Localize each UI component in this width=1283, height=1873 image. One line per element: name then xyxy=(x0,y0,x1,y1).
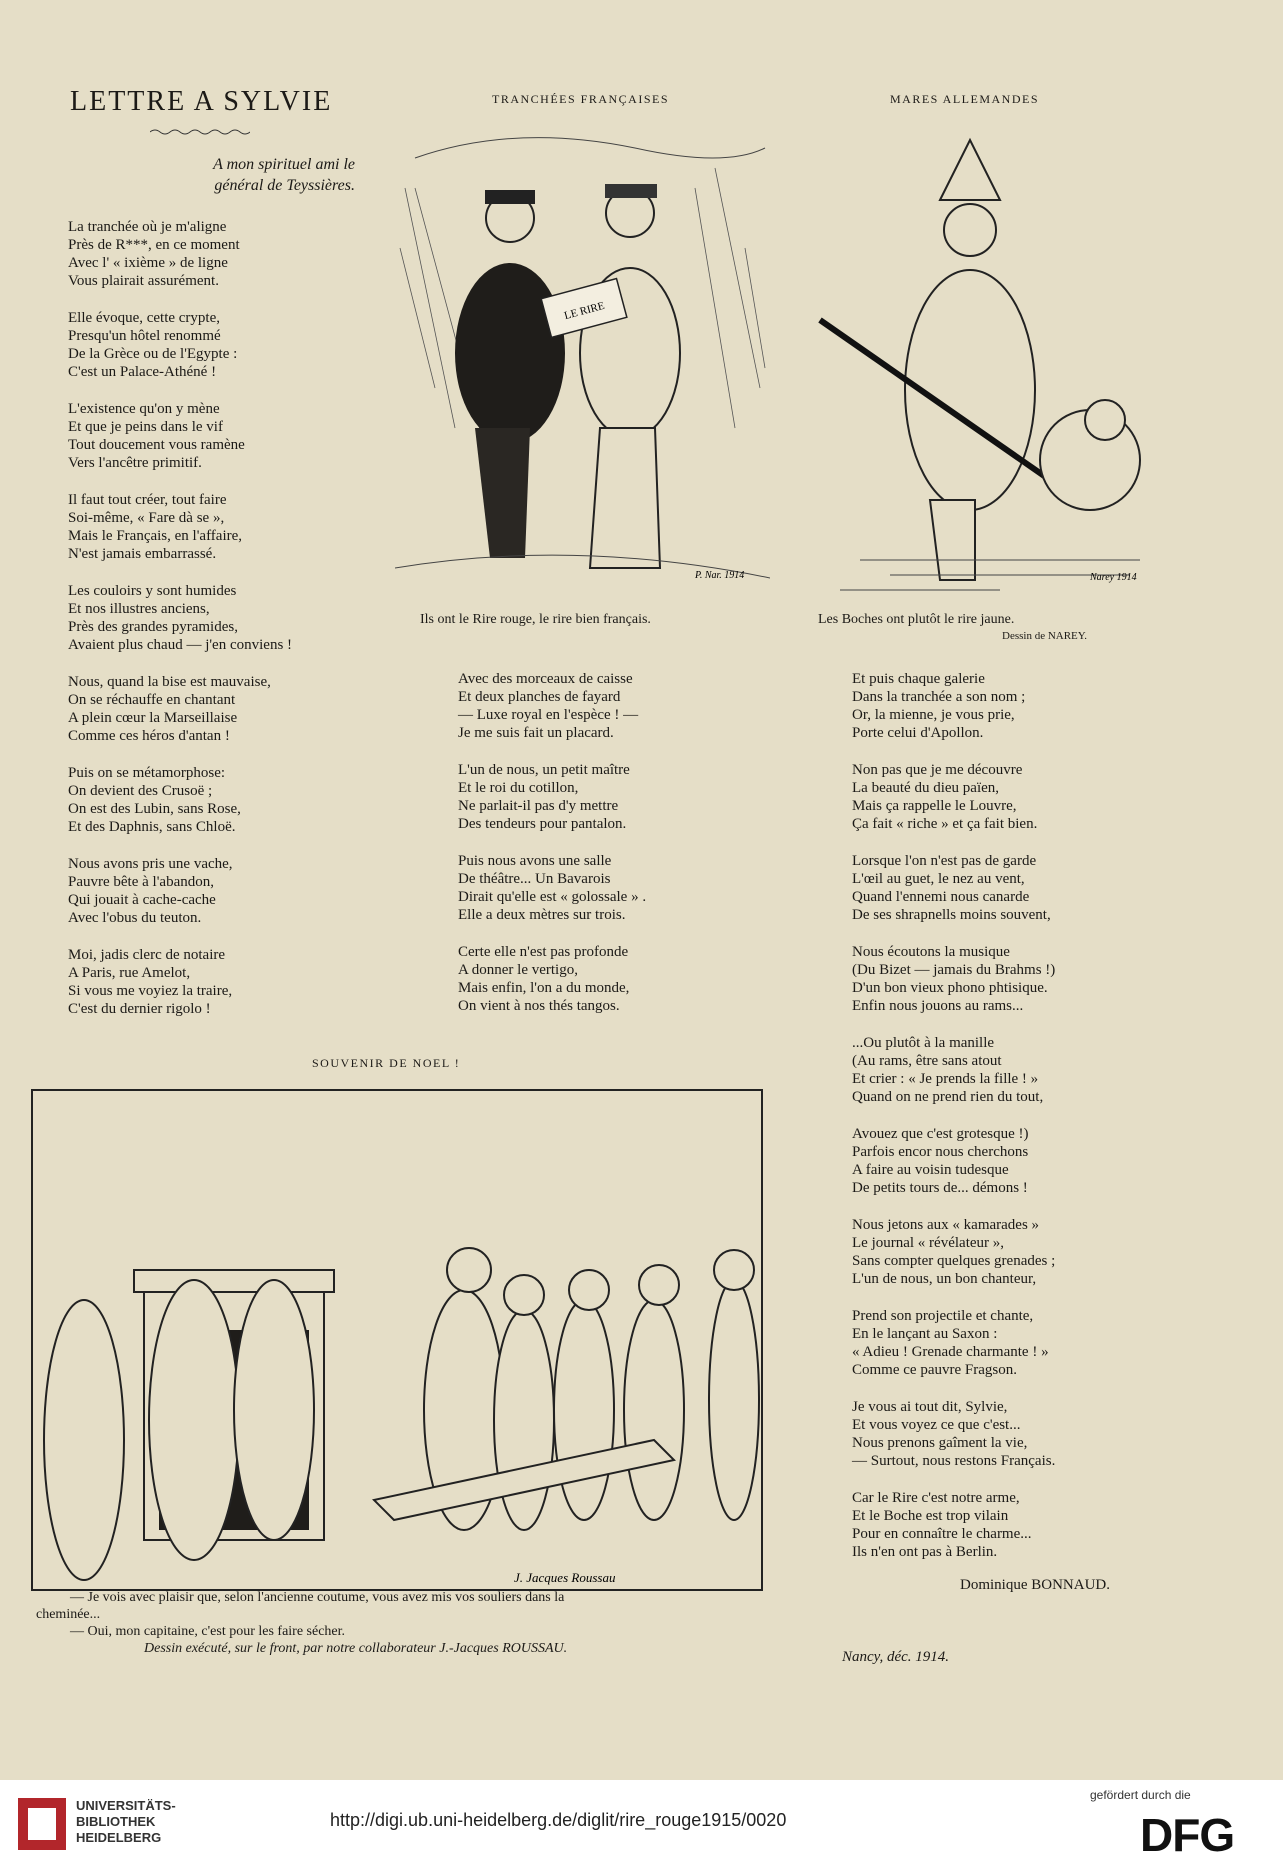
poem-line: (Du Bizet — jamais du Brahms !) xyxy=(852,962,1056,978)
footer-bar xyxy=(0,1780,1283,1873)
library-name xyxy=(76,1798,176,1846)
poem-line: Avec l'obus du teuton. xyxy=(68,910,202,926)
poem-line: « Adieu ! Grenade charmante ! » xyxy=(852,1344,1049,1360)
poem-line: Et des Daphnis, sans Chloë. xyxy=(68,819,236,835)
poem-line: Près de R***, en ce moment xyxy=(68,237,240,253)
poem-stanza xyxy=(68,946,292,1018)
poem-stanza xyxy=(852,852,1055,924)
heading-trenches: TRANCHÉES FRANÇAISES xyxy=(492,92,670,106)
poem-line: L'œil au guet, le nez au vent, xyxy=(852,871,1025,887)
poem-stanza xyxy=(68,491,292,563)
poem-line: Avec des morceaux de caisse xyxy=(458,671,633,687)
poem-line: On vient à nos thés tangos. xyxy=(458,998,620,1014)
poem-line: Ne parlait-il pas d'y mettre xyxy=(458,798,619,814)
source-url-link[interactable]: http://digi.ub.uni-heidelberg.de/diglit/rire_rouge1915/0020 xyxy=(330,1810,787,1830)
poem-line: Et nos illustres anciens, xyxy=(68,601,210,617)
poem-line: ...Ou plutôt à la manille xyxy=(852,1035,995,1051)
poem-line: Comme ce pauvre Fragson. xyxy=(852,1362,1017,1378)
poem-line: Dirait qu'elle est « golossale » . xyxy=(458,889,647,905)
library-line: BIBLIOTHEK xyxy=(76,1814,156,1829)
poem-line: Moi, jadis clerc de notaire xyxy=(68,947,226,963)
trenches-signature: P. Nar. 1914 xyxy=(695,570,745,581)
poem-line: Sans compter quelques grenades ; xyxy=(852,1253,1056,1269)
poem-line: — Luxe royal en l'espèce ! — xyxy=(458,707,639,723)
heading-noel: SOUVENIR DE NOEL ! xyxy=(312,1056,461,1070)
poem-line: C'est du dernier rigolo ! xyxy=(68,1001,211,1017)
poem-line: Les couloirs y sont humides xyxy=(68,583,237,599)
signature: Dominique BONNAUD. xyxy=(960,1577,1110,1593)
poem-line: Vers l'ancêtre primitif. xyxy=(68,455,202,471)
illustration-mares xyxy=(800,120,1155,600)
poem-line: Et que je peins dans le vif xyxy=(68,419,223,435)
university-seal-icon xyxy=(14,1794,70,1854)
poem-line: Nous prenons gaîment la vie, xyxy=(852,1435,1028,1451)
poem-line: L'existence qu'on y mène xyxy=(68,401,220,417)
poem-line: Nous avons pris une vache, xyxy=(68,856,233,872)
poem-line: Vous plairait assurément. xyxy=(68,273,219,289)
newspaper-text: LE RIRE xyxy=(562,299,606,323)
poem-line: Tout doucement vous ramène xyxy=(68,437,245,453)
poem-line: Dans la tranchée a son nom ; xyxy=(852,689,1026,705)
poem-line: Quand l'ennemi nous canarde xyxy=(852,889,1030,905)
poem-line: Lorsque l'on n'est pas de garde xyxy=(852,853,1037,869)
poem-line: Et puis chaque galerie xyxy=(852,671,985,687)
poem-line: A plein cœur la Marseillaise xyxy=(68,710,238,726)
heading-mares: MARES ALLEMANDES xyxy=(890,92,1040,106)
poem-line: D'un bon vieux phono phtisique. xyxy=(852,980,1048,996)
poem-stanza xyxy=(852,1307,1055,1379)
poem-stanza xyxy=(852,943,1055,1015)
poem-line: Et crier : « Je prends la fille ! » xyxy=(852,1071,1039,1087)
poem-line: Porte celui d'Apollon. xyxy=(852,725,984,741)
poem-line: De ses shrapnells moins souvent, xyxy=(852,907,1051,923)
poem-line: Certe elle n'est pas profonde xyxy=(458,944,629,960)
poem-stanza xyxy=(68,400,292,472)
poem-column-right xyxy=(852,670,1055,1580)
poem-stanza xyxy=(852,761,1055,833)
poem-line: Si vous me voyiez la traire, xyxy=(68,983,233,999)
caption-mares-credit: Dessin de NAREY. xyxy=(1002,630,1088,642)
poem-line: Avec l' « ixième » de ligne xyxy=(68,255,228,271)
illustration-noel xyxy=(14,1080,774,1602)
poem-line: Pour en connaître le charme... xyxy=(852,1526,1032,1542)
poem-line: Elle a deux mètres sur trois. xyxy=(458,907,626,923)
poem-line: Avaient plus chaud — j'en conviens ! xyxy=(68,637,293,653)
poem-line: On est des Lubin, sans Rose, xyxy=(68,801,241,817)
poem-line: Parfois encor nous cherchons xyxy=(852,1144,1029,1160)
poem-line: Nous écoutons la musique xyxy=(852,944,1010,960)
poem-line: Et vous voyez ce que c'est... xyxy=(852,1417,1021,1433)
poem-stanza xyxy=(68,309,292,381)
poem-stanza xyxy=(852,1398,1055,1470)
poem-line: Non pas que je me découvre xyxy=(852,762,1023,778)
poem-line: (Au rams, être sans atout xyxy=(852,1053,1002,1069)
poem-stanza xyxy=(852,670,1055,742)
poem-stanza xyxy=(852,1034,1055,1106)
poem-stanza xyxy=(68,855,292,927)
poem-line: De petits tours de... démons ! xyxy=(852,1180,1028,1196)
poem-line: Presqu'un hôtel renommé xyxy=(68,328,221,344)
poem-line: En le lançant au Saxon : xyxy=(852,1326,998,1342)
poem-line: Et le Boche est trop vilain xyxy=(852,1508,1009,1524)
poem-line: Soi-même, « Fare dà se », xyxy=(68,510,225,526)
poem-line: Mais enfin, l'on a du monde, xyxy=(458,980,630,996)
poem-line: Le journal « révélateur », xyxy=(852,1235,1005,1251)
caption-noel xyxy=(36,1589,775,1657)
poem-line: Des tendeurs pour pantalon. xyxy=(458,816,627,832)
poem-stanza xyxy=(852,1125,1055,1197)
poem-line: Je me suis fait un placard. xyxy=(458,725,614,741)
poem-line: Ils n'en ont pas à Berlin. xyxy=(852,1544,998,1560)
poem-line: Nous jetons aux « kamarades » xyxy=(852,1217,1040,1233)
poem-line: Nous, quand la bise est mauvaise, xyxy=(68,674,271,690)
poem-stanza xyxy=(458,943,646,1015)
library-line: HEIDELBERG xyxy=(76,1830,162,1845)
poem-line: Ça fait « riche » et ça fait bien. xyxy=(852,816,1038,832)
place-date: Nancy, déc. 1914. xyxy=(842,1649,950,1665)
poem-line: Il faut tout créer, tout faire xyxy=(68,492,227,508)
illustration-trenches xyxy=(395,128,770,606)
poem-stanza xyxy=(68,218,292,290)
poem-title: LETTRE A SYLVIE xyxy=(70,86,333,117)
poem-line: L'un de nous, un petit maître xyxy=(458,762,630,778)
poem-line: Près des grandes pyramides, xyxy=(68,619,238,635)
poem-line: A faire au voisin tudesque xyxy=(852,1162,1009,1178)
mares-signature: Narey 1914 xyxy=(1090,572,1137,583)
title-ornament xyxy=(150,128,250,136)
poem-column-middle xyxy=(458,670,646,1034)
poem-line: A Paris, rue Amelot, xyxy=(68,965,191,981)
poem-stanza xyxy=(852,1216,1055,1288)
library-line: UNIVERSITÄTS- xyxy=(76,1798,176,1813)
dedication-line: A mon spirituel ami le xyxy=(213,156,355,173)
poem-line: N'est jamais embarrassé. xyxy=(68,546,217,562)
poem-line: Mais le Français, en l'affaire, xyxy=(68,528,243,544)
caption-noel-line: — Je vois avec plaisir que, selon l'ancienne coutume, vous avez mis vos souliers dans la xyxy=(70,1590,565,1605)
poem-line: Pauvre bête à l'abandon, xyxy=(68,874,214,890)
dfg-logo: DFG xyxy=(1140,1809,1235,1861)
poem-line: A donner le vertigo, xyxy=(458,962,578,978)
dedication-line: général de Teyssières. xyxy=(214,177,355,194)
caption-trenches: Ils ont le Rire rouge, le rire bien français. xyxy=(420,612,651,627)
dedication xyxy=(130,154,355,196)
poem-line: Je vous ai tout dit, Sylvie, xyxy=(852,1399,1008,1415)
poem-line: De théâtre... Un Bavarois xyxy=(458,871,611,887)
poem-line: Enfin nous jouons au rams... xyxy=(852,998,1024,1014)
poem-line: Et le roi du cotillon, xyxy=(458,780,579,796)
poem-line: L'un de nous, un bon chanteur, xyxy=(852,1271,1037,1287)
poem-column-left xyxy=(68,218,292,1037)
poem-line: Quand on ne prend rien du tout, xyxy=(852,1089,1044,1105)
noel-signature: J. Jacques Roussau xyxy=(514,1570,616,1585)
poem-stanza xyxy=(458,670,646,742)
poem-line: On devient des Crusoë ; xyxy=(68,783,213,799)
poem-line: Mais ça rappelle le Louvre, xyxy=(852,798,1017,814)
poem-line: Puis on se métamorphose: xyxy=(68,765,226,781)
poem-line: La tranchée où je m'aligne xyxy=(68,219,227,235)
poem-line: Prend son projectile et chante, xyxy=(852,1308,1034,1324)
poem-stanza xyxy=(458,852,646,924)
poem-line: La beauté du dieu païen, xyxy=(852,780,1000,796)
caption-noel-credit: Dessin exécuté, sur le front, par notre collaborateur J.-Jacques ROUSSAU. xyxy=(144,1641,568,1656)
poem-stanza xyxy=(68,764,292,836)
poem-line: Or, la mienne, je vous prie, xyxy=(852,707,1015,723)
poem-stanza xyxy=(852,1489,1055,1561)
caption-noel-line: cheminée... xyxy=(36,1607,101,1622)
poem-line: Avouez que c'est grotesque !) xyxy=(852,1126,1029,1142)
poem-line: On se réchauffe en chantant xyxy=(68,692,236,708)
poem-line: Puis nous avons une salle xyxy=(458,853,612,869)
poem-stanza xyxy=(458,761,646,833)
funded-by-label: gefördert durch die xyxy=(1090,1788,1191,1802)
poem-line: C'est un Palace-Athéné ! xyxy=(68,364,217,380)
poem-line: Comme ces héros d'antan ! xyxy=(68,728,230,744)
poem-line: De la Grèce ou de l'Egypte : xyxy=(68,346,238,362)
poem-line: — Surtout, nous restons Français. xyxy=(852,1453,1056,1469)
poem-stanza xyxy=(68,673,292,745)
poem-line: Qui jouait à cache-cache xyxy=(68,892,216,908)
poem-line: Car le Rire c'est notre arme, xyxy=(852,1490,1020,1506)
caption-noel-line: — Oui, mon capitaine, c'est pour les faire sécher. xyxy=(70,1624,346,1639)
poem-stanza xyxy=(68,582,292,654)
poem-line: Elle évoque, cette crypte, xyxy=(68,310,221,326)
caption-mares: Les Boches ont plutôt le rire jaune. xyxy=(818,612,1015,627)
poem-line: Et deux planches de fayard xyxy=(458,689,621,705)
